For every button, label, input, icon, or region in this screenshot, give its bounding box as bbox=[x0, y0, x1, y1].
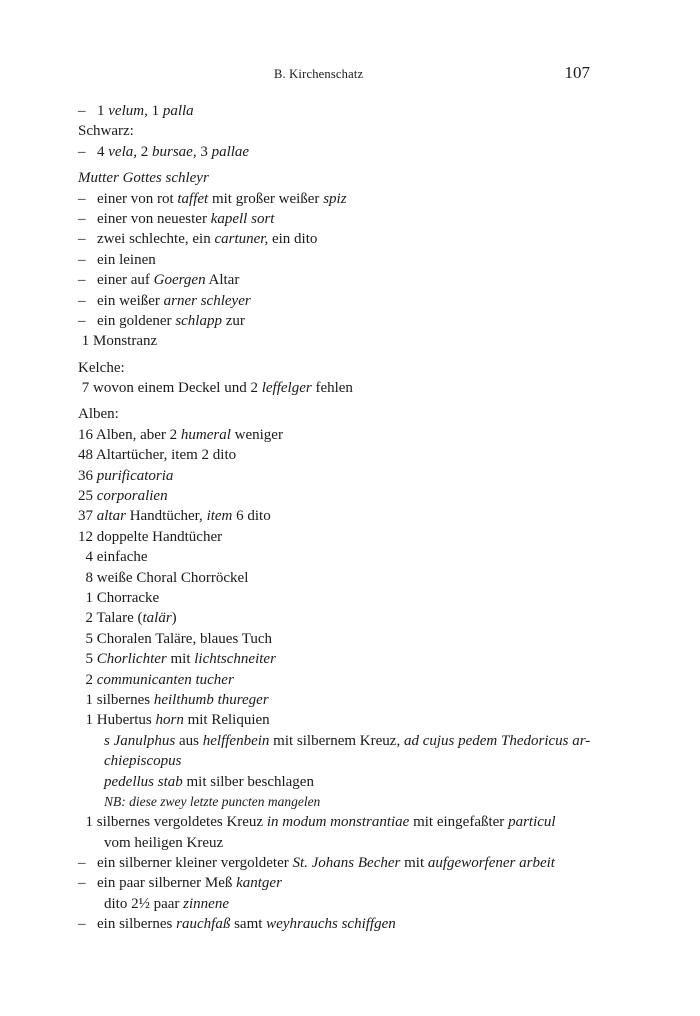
line-text: 1 Hubertus bbox=[78, 712, 156, 729]
line-text: leffelger bbox=[261, 380, 312, 397]
line-text: mit silbernem Kreuz, bbox=[269, 732, 404, 749]
line-text: 1 silbernes vergoldetes Kreuz bbox=[78, 814, 267, 831]
line-text: ein paar silberner Meß bbox=[97, 875, 237, 892]
inventory-line bbox=[78, 833, 618, 853]
line-text: 16 Alben, aber 2 bbox=[78, 426, 181, 443]
line-text: heilthumb thureger bbox=[153, 691, 269, 708]
line-text: 1 bbox=[97, 103, 109, 119]
line-text: Chorlichter bbox=[96, 651, 167, 668]
line-text: ein silbernes bbox=[97, 916, 177, 933]
line-text: communicanten tucher bbox=[96, 671, 234, 688]
line-text: 1 Chorracke bbox=[78, 589, 160, 606]
line-text: arner schleyer bbox=[163, 292, 251, 309]
line-text: – bbox=[78, 143, 86, 160]
line-text: – bbox=[78, 231, 86, 248]
inventory-line bbox=[78, 101, 618, 121]
line-text: velum, bbox=[108, 103, 148, 119]
line-text: taffet bbox=[177, 190, 209, 207]
line-text: Handtücher, bbox=[125, 508, 207, 525]
inventory-list bbox=[78, 101, 618, 935]
line-text: ein goldener bbox=[97, 312, 176, 329]
section-heading bbox=[78, 168, 618, 188]
line-text: 2 bbox=[78, 671, 97, 688]
line-text: corporalien bbox=[96, 488, 168, 505]
line-text: weyhrauchs schiffgen bbox=[266, 916, 396, 933]
line-text: samt bbox=[230, 916, 267, 933]
line-text: 1 bbox=[147, 103, 163, 119]
line-text: fehlen bbox=[311, 380, 353, 397]
inventory-line bbox=[78, 527, 618, 547]
line-text: kantger bbox=[236, 875, 282, 892]
line-text: – bbox=[78, 292, 86, 309]
inventory-line bbox=[78, 690, 618, 710]
line-text: rauchfaß bbox=[176, 916, 231, 933]
line-text: 5 bbox=[78, 651, 97, 668]
inventory-line bbox=[78, 629, 618, 649]
line-text: einer von rot bbox=[97, 190, 178, 207]
line-text: palla bbox=[162, 103, 194, 119]
line-text: 12 doppelte Handtücher bbox=[78, 528, 223, 545]
line-text: – bbox=[78, 190, 86, 207]
line-text: zur bbox=[221, 312, 245, 329]
line-text: s Janulphus bbox=[104, 732, 176, 749]
line-text: dito 2½ paar bbox=[104, 895, 184, 912]
inventory-line bbox=[78, 425, 618, 445]
line-text: bursae, bbox=[151, 143, 197, 160]
line-text: cartuner, bbox=[214, 231, 269, 248]
line-text: humeral bbox=[180, 426, 231, 443]
line-text: 6 dito bbox=[232, 508, 271, 525]
page-header bbox=[0, 63, 700, 87]
line-text: 4 bbox=[97, 143, 109, 160]
line-text: 48 Altartücher, item 2 dito bbox=[78, 447, 237, 464]
line-text: mit großer weißer bbox=[208, 190, 324, 207]
inventory-line bbox=[78, 649, 618, 669]
line-text: 8 weiße Choral Chorröckel bbox=[78, 569, 249, 586]
inventory-line bbox=[78, 209, 618, 229]
line-text: 3 bbox=[196, 143, 212, 160]
line-text: weniger bbox=[230, 426, 283, 443]
line-text: 2 bbox=[136, 143, 152, 160]
line-text: – bbox=[78, 103, 86, 119]
section-heading bbox=[78, 358, 618, 378]
inventory-line bbox=[78, 445, 618, 465]
line-text: lichtschneiter bbox=[194, 651, 276, 668]
line-text: einer auf bbox=[97, 272, 154, 289]
line-text: zwei schlechte, ein bbox=[97, 231, 215, 248]
line-text: pedellus stab bbox=[104, 773, 183, 790]
line-text: schlapp bbox=[175, 312, 222, 329]
line-text: – bbox=[78, 272, 86, 289]
inventory-line bbox=[78, 772, 618, 792]
page-number: 107 bbox=[564, 63, 590, 82]
line-text: horn bbox=[155, 712, 184, 729]
line-text: – bbox=[78, 875, 86, 892]
line-text: 4 einfache bbox=[78, 549, 148, 566]
line-text: ) bbox=[171, 610, 177, 627]
inventory-line bbox=[78, 894, 618, 914]
line-text: vela, bbox=[108, 143, 137, 160]
line-text: 2 Talare ( bbox=[78, 610, 143, 627]
inventory-line bbox=[78, 311, 618, 331]
inventory-line bbox=[78, 588, 618, 608]
line-text: ein silberner kleiner vergoldeter bbox=[97, 855, 293, 872]
inventory-line bbox=[78, 378, 618, 398]
line-text: NB: diese zwey letzte puncten mangelen bbox=[104, 793, 321, 809]
inventory-line bbox=[78, 731, 618, 751]
inventory-line bbox=[78, 547, 618, 567]
line-text: einer von neuester bbox=[97, 210, 211, 227]
line-text: spiz bbox=[323, 190, 347, 207]
inventory-line bbox=[78, 710, 618, 730]
inventory-line bbox=[78, 486, 618, 506]
line-text: zinnene bbox=[183, 895, 229, 912]
line-text: in modum monstrantiae bbox=[266, 814, 410, 831]
line-text: aus bbox=[175, 732, 203, 749]
line-text: kapell sort bbox=[210, 210, 275, 227]
inventory-line bbox=[78, 568, 618, 588]
line-text: purificatoria bbox=[96, 467, 174, 484]
line-text: St. Johans Becher bbox=[292, 855, 401, 872]
inventory-line bbox=[78, 506, 618, 526]
line-text: altar bbox=[96, 508, 126, 525]
inventory-line bbox=[78, 331, 618, 351]
line-text: item bbox=[206, 508, 233, 525]
line-text: 1 Monstranz bbox=[78, 333, 158, 350]
line-text: Alben: bbox=[78, 406, 119, 423]
line-text: particul bbox=[508, 814, 556, 831]
inventory-line bbox=[78, 812, 618, 832]
line-text: mit Reliquien bbox=[183, 712, 270, 729]
inventory-line bbox=[78, 270, 618, 290]
line-text: talär bbox=[142, 610, 172, 627]
inventory-line bbox=[78, 250, 618, 270]
line-text: ein weißer bbox=[97, 292, 164, 309]
inventory-line bbox=[78, 670, 618, 690]
line-text: Schwarz: bbox=[78, 123, 134, 140]
line-text: chiepiscopus bbox=[104, 753, 182, 770]
inventory-line bbox=[78, 466, 618, 486]
inventory-line bbox=[78, 853, 618, 873]
note-line bbox=[78, 792, 618, 812]
line-text: Kelche: bbox=[78, 359, 125, 376]
line-text: ad cujus pedem Thedoricus ar- bbox=[403, 732, 591, 749]
line-text: – bbox=[78, 855, 86, 872]
line-text: – bbox=[78, 251, 86, 268]
line-text: mit bbox=[166, 651, 195, 668]
line-text: ein dito bbox=[268, 231, 318, 248]
line-text: 5 Choralen Taläre, blaues Tuch bbox=[78, 630, 273, 647]
line-text: mit eingefaßter bbox=[409, 814, 509, 831]
running-title: B. Kirchenschatz bbox=[274, 67, 364, 81]
line-text: 37 bbox=[78, 508, 97, 525]
inventory-line bbox=[78, 608, 618, 628]
inventory-line bbox=[78, 914, 618, 934]
inventory-line bbox=[78, 121, 618, 141]
line-text: 36 bbox=[78, 467, 97, 484]
line-text: Mutter Gottes schleyr bbox=[78, 170, 209, 187]
line-text: mit silber beschlagen bbox=[182, 773, 314, 790]
line-text: – bbox=[78, 312, 86, 329]
line-text: pallae bbox=[211, 143, 250, 160]
line-text: vom heiligen Kreuz bbox=[104, 834, 224, 851]
line-text: mit bbox=[400, 855, 428, 872]
line-text: helffenbein bbox=[202, 732, 270, 749]
line-text: 7 wovon einem Deckel und 2 bbox=[78, 380, 262, 397]
line-text: – bbox=[78, 210, 86, 227]
line-text: Goergen bbox=[153, 272, 206, 289]
inventory-line bbox=[78, 291, 618, 311]
inventory-line bbox=[78, 142, 618, 162]
inventory-line bbox=[78, 229, 618, 249]
line-text: – bbox=[78, 916, 86, 933]
inventory-line bbox=[78, 873, 618, 893]
line-text: ein leinen bbox=[97, 251, 156, 268]
line-text: Altar bbox=[205, 272, 240, 289]
inventory-line bbox=[78, 751, 618, 771]
line-text: aufgeworfener arbeit bbox=[427, 855, 555, 872]
line-text: 25 bbox=[78, 488, 97, 505]
inventory-line bbox=[78, 189, 618, 209]
section-heading bbox=[78, 404, 618, 424]
line-text: 1 silbernes bbox=[78, 691, 154, 708]
